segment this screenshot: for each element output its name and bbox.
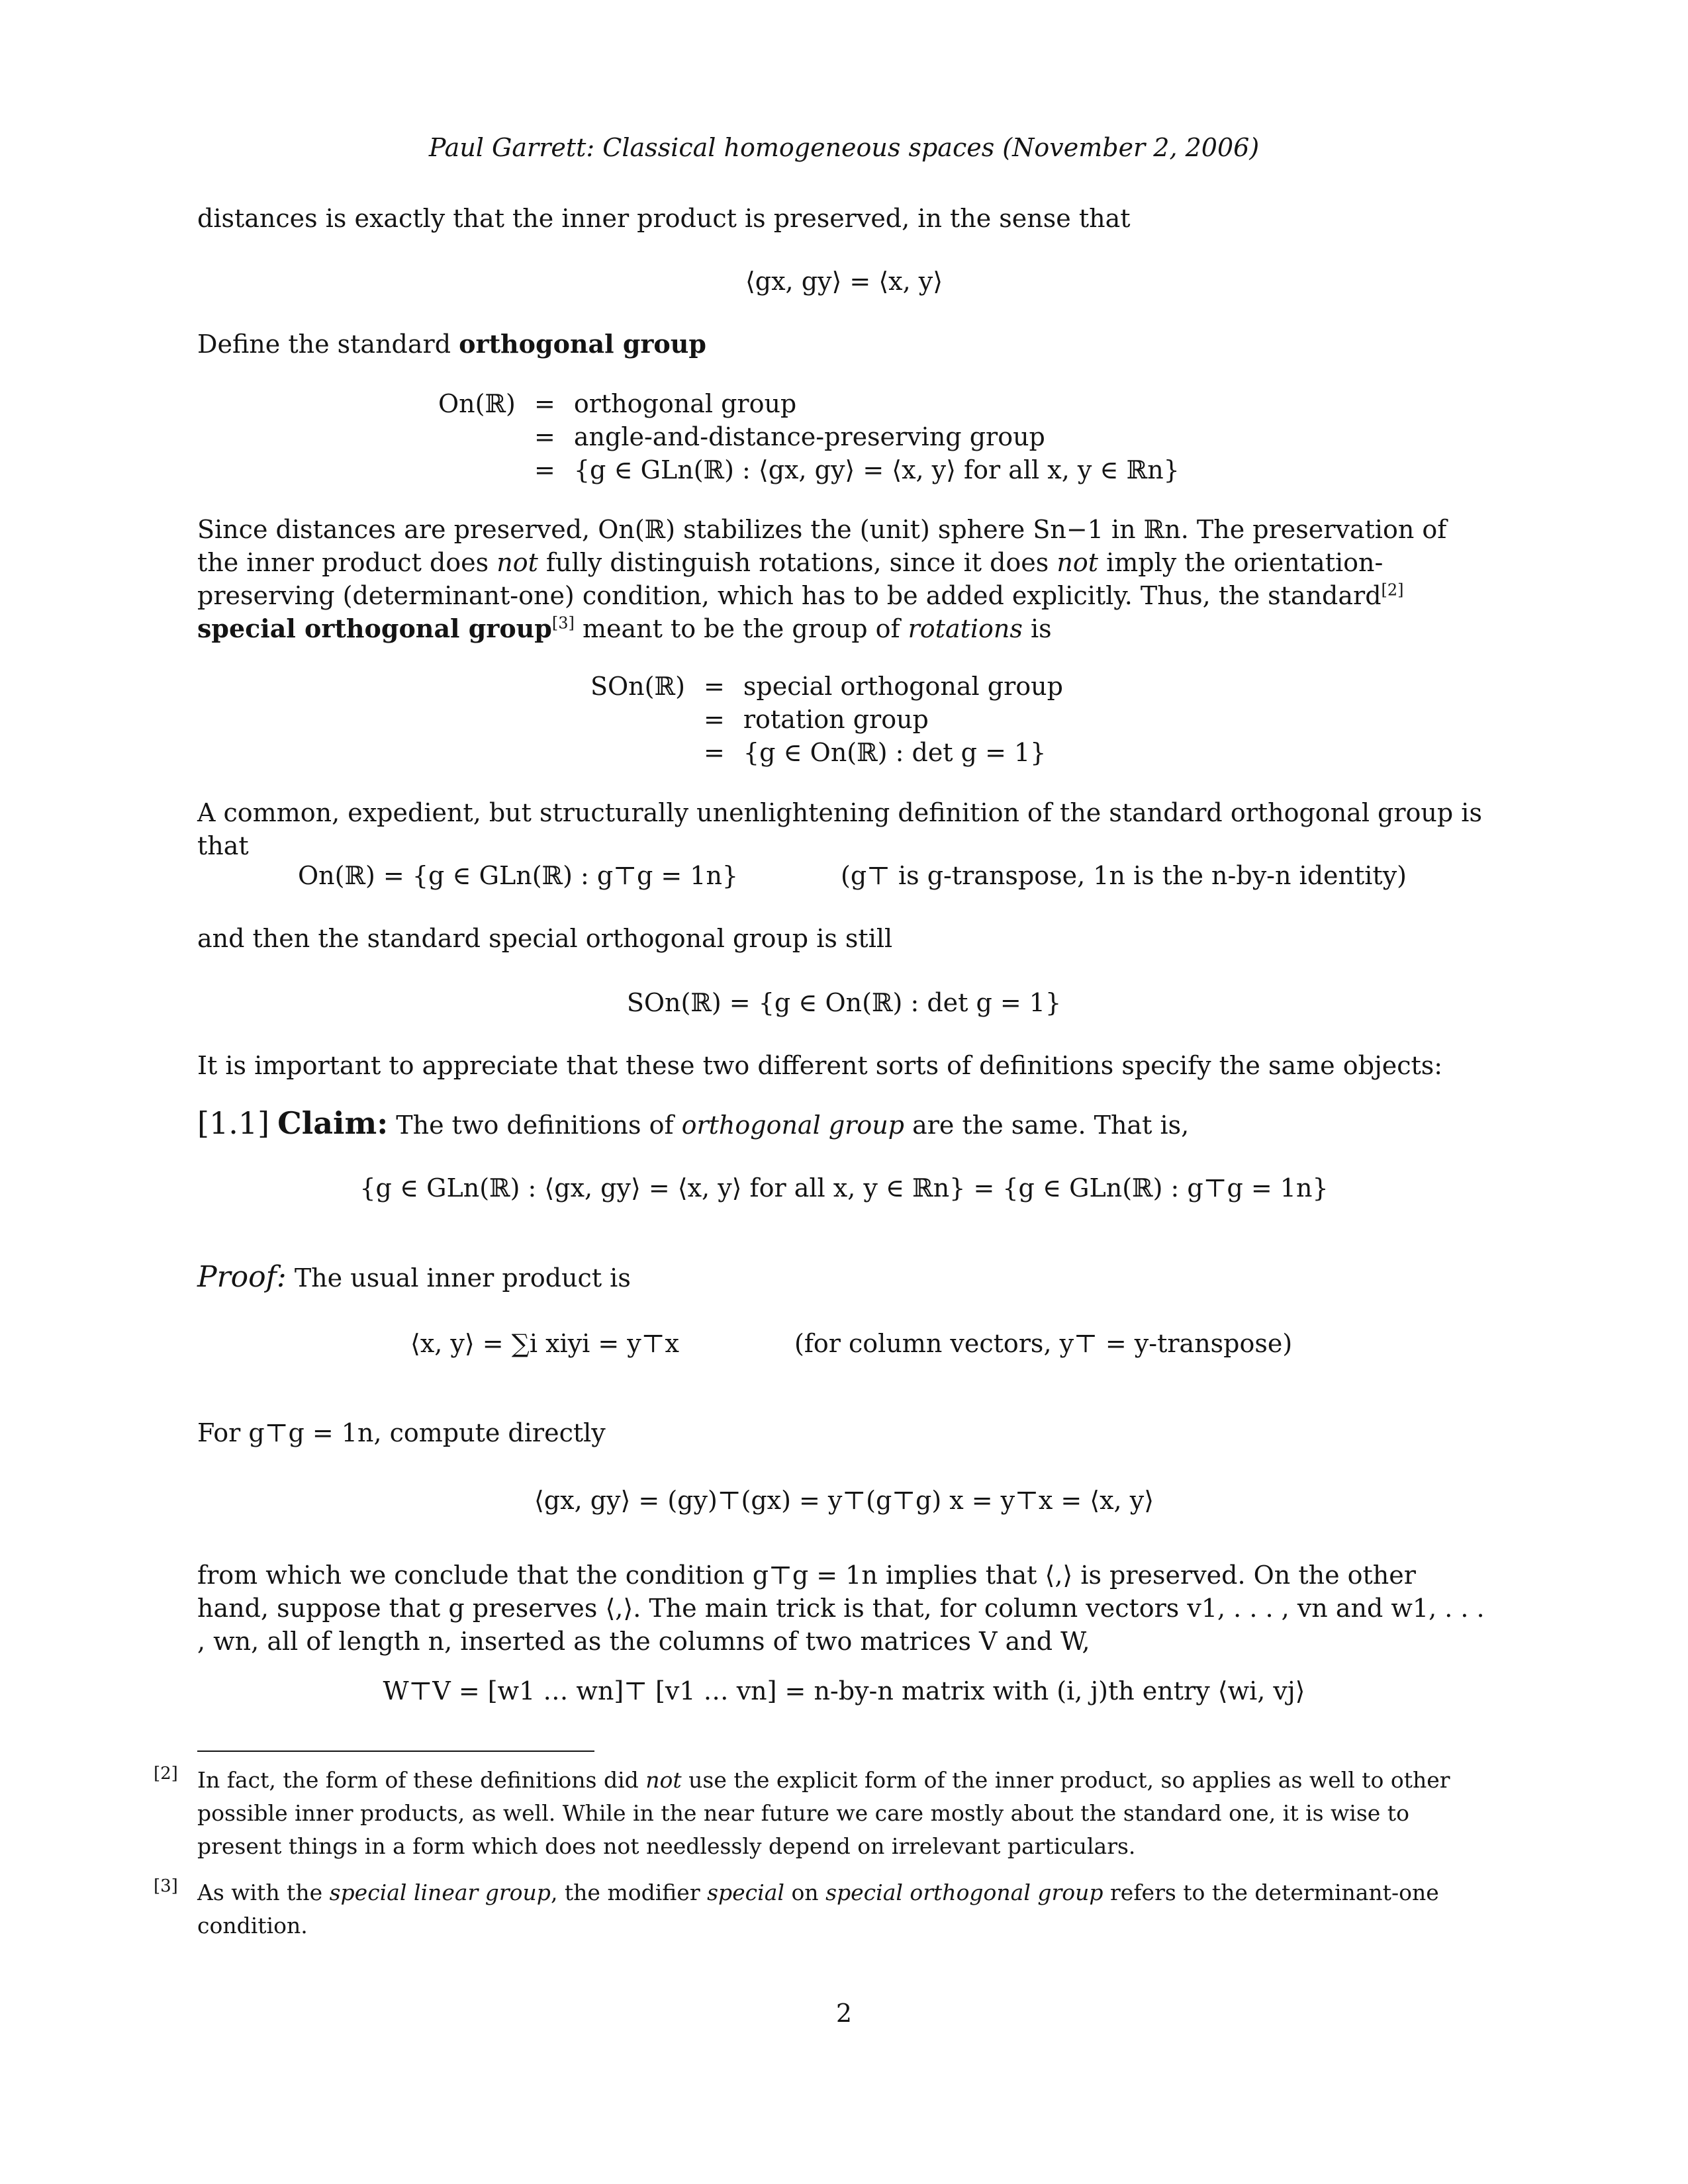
equation-usual-inner-product: ⟨x, y⟩ = ∑i xiyi = y⊤x (410, 1329, 679, 1358)
claim-number: [1.1] (197, 1105, 270, 1141)
claim-heading: Claim: (277, 1105, 389, 1141)
paragraph-common: A common, expedient, but structurally unenlightening definition of the standard orthogonal group is that (197, 798, 1482, 860)
paragraph-for: For g⊤g = 1n, compute directly (197, 1418, 606, 1447)
paragraph-define: Define the standard orthogonal group (197, 329, 706, 359)
term-orthogonal-group: orthogonal group (459, 329, 706, 359)
equation-son: SOn(ℝ) = {g ∈ On(ℝ) : det g = 1} (626, 988, 1062, 1017)
on-lhs: On(ℝ) (438, 389, 516, 418)
son-lhs: SOn(ℝ) (590, 672, 685, 701)
footnote-3: [3] As with the special linear group, the modifier special on special orthogonal group refers to the determinant-one condition. (154, 1876, 1491, 1942)
footnote-ref-3[interactable]: [3] (551, 614, 575, 633)
footnote-ref-2[interactable]: [2] (1381, 580, 1404, 600)
proof-heading: Proof: (197, 1260, 287, 1294)
son-def-row: special orthogonal group (743, 672, 1063, 701)
footnote-mark: [2] (154, 1764, 178, 1784)
footnote-2: [2] In fact, the form of these definitions did not use the explicit form of the inner product, so applies as well to other possible inner products, as well. While in the near future we care mostly about the standard one, it is wise to present things in a form which does not needlessly depend on irrelevant particulars. (154, 1764, 1491, 1863)
orthogonal-group-definition (430, 387, 1188, 486)
equals-sign: = (703, 738, 725, 767)
paragraph-1: distances is exactly that the inner product is preserved, in the sense that (197, 204, 1131, 233)
equation-inner-product-preserved: ⟨gx, gy⟩ = ⟨x, y⟩ (745, 267, 943, 296)
proof-heading-line: Proof: The usual inner product is (197, 1260, 631, 1294)
on-def-row: angle-and-distance-preserving group (573, 422, 1045, 451)
equals-sign: = (703, 672, 725, 701)
paragraph-since: Since distances are preserved, On(ℝ) stabilizes the (unit) sphere Sn−1 in ℝn. The preservation of the inner product does not fully distinguish rotations, since it does not imply the orientation-preserving (determinant-one) condition, which has to be added explicitly. Thus, the standard[2] special orthogonal group[3] meant to be the group of rotations is (197, 515, 1447, 643)
claim-statement: [1.1] Claim: The two definitions of orthogonal group are the same. That is, (197, 1105, 1190, 1141)
term-special-orthogonal-group: special orthogonal group (197, 614, 552, 643)
equals-sign: = (534, 455, 555, 484)
equation-inner-note: (for column vectors, y⊤ = y-transpose) (794, 1329, 1293, 1358)
paragraph-from-which: from which we conclude that the condition g⊤g = 1n implies that ⟨,⟩ is preserved. On the other hand, suppose that g preserves ⟨,⟩. The main trick is that, for column vectors v1, . . . , vn and w1, . . . , wn, all of length n, inserted as the columns of two matrices V and W, (197, 1561, 1485, 1656)
paragraph-and-then: and then the standard special orthogonal group is still (197, 924, 893, 953)
page-number: 2 (835, 1999, 853, 2028)
equation-on-transpose-note: (g⊤ is g-transpose, 1n is the n-by-n identity) (841, 861, 1407, 890)
son-def-row: rotation group (743, 705, 929, 734)
equation-matrix: W⊤V = [w1 … wn]⊤ [v1 … vn] = n-by-n matrix with (i, j)th entry ⟨wi, vj⟩ (383, 1676, 1305, 1706)
son-def-row: {g ∈ On(ℝ) : det g = 1} (743, 738, 1047, 767)
equation-on-transpose: On(ℝ) = {g ∈ GLn(ℝ) : g⊤g = 1n} (298, 861, 739, 890)
paragraph-important: It is important to appreciate that these two different sorts of definitions specify the same objects: (197, 1051, 1443, 1080)
on-def-row: orthogonal group (573, 389, 797, 418)
footnote-separator (197, 1751, 594, 1752)
equals-sign: = (534, 389, 555, 418)
equation-claim: {g ∈ GLn(ℝ) : ⟨gx, gy⟩ = ⟨x, y⟩ for all x, y ∈ ℝn} = {g ∈ GLn(ℝ) : g⊤g = 1n} (359, 1173, 1329, 1203)
equals-sign: = (703, 705, 725, 734)
equation-compute: ⟨gx, gy⟩ = (gy)⊤(gx) = y⊤(g⊤g) x = y⊤x = ⟨x, y⟩ (534, 1486, 1154, 1515)
running-header: Paul Garrett: Classical homogeneous spaces (November 2, 2006) (428, 133, 1260, 162)
equals-sign: = (534, 422, 555, 451)
on-def-row: {g ∈ GLn(ℝ) : ⟨gx, gy⟩ = ⟨x, y⟩ for all x, y ∈ ℝn} (573, 455, 1180, 484)
footnote-mark: [3] (154, 1876, 178, 1896)
special-orthogonal-group-definition (583, 670, 1071, 769)
